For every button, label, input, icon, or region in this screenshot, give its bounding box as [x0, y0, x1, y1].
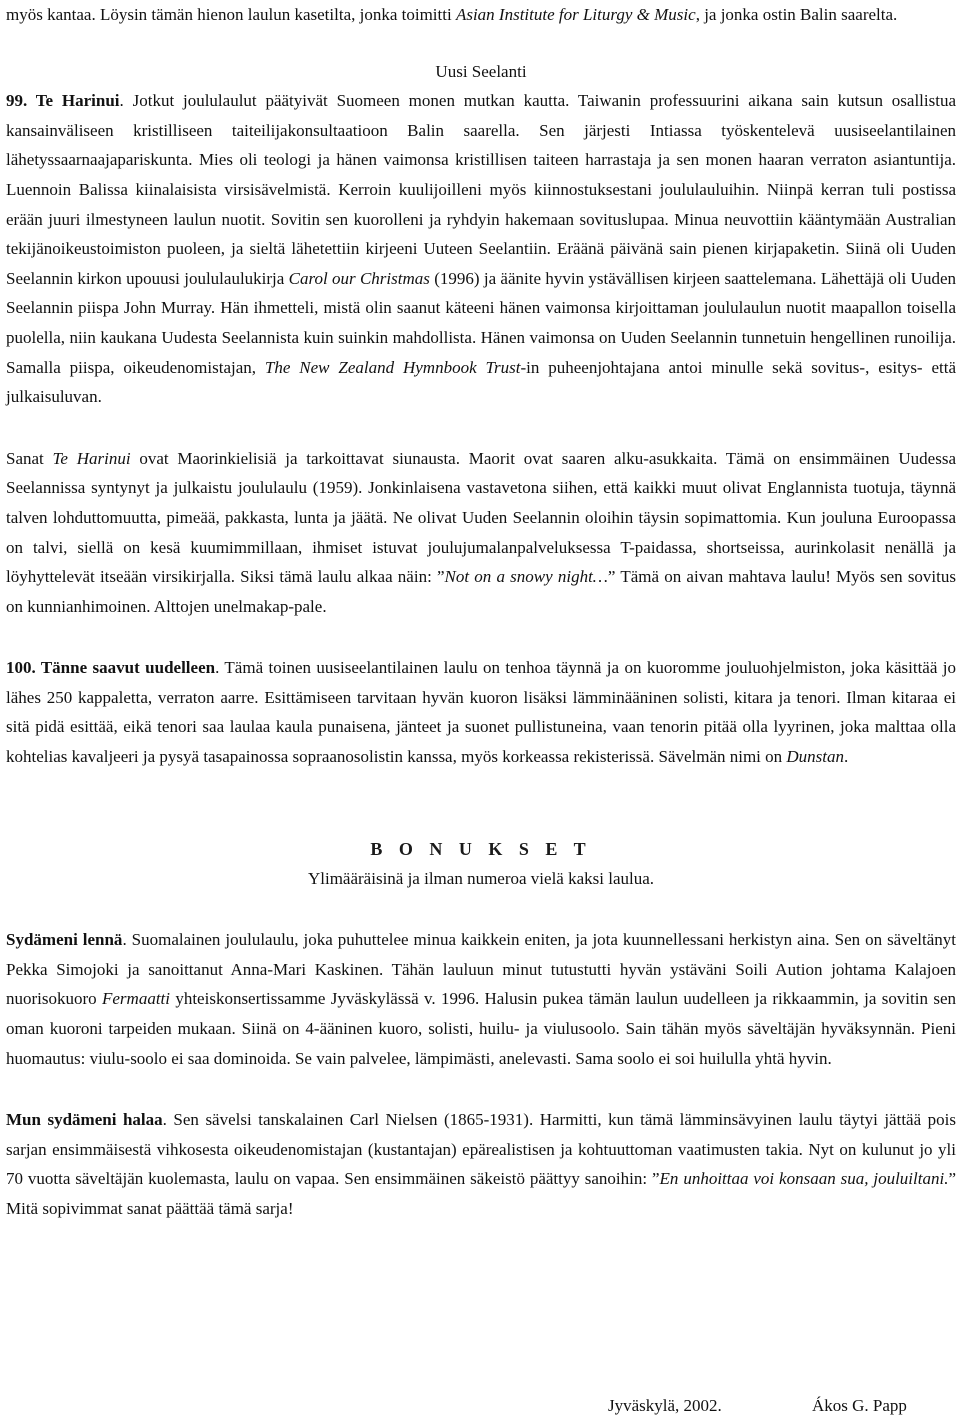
book-title: Carol our Christmas — [288, 268, 430, 288]
lyric-quote: Not on a snowy night… — [444, 567, 608, 587]
intro-text: myös kantaa. Löysin tämän hienon laulun kasetilta, jonka toimitti — [6, 5, 456, 24]
choir-name: Fermaatti — [102, 989, 170, 1009]
spacer — [6, 1073, 956, 1105]
song-title-mun-sydameni: Mun sydämeni halaa — [6, 1110, 163, 1130]
song-title-sydameni-lenna: Sydämeni lennä — [6, 930, 123, 950]
paragraph-text: . — [844, 747, 849, 767]
bonus-subtitle: Ylimääräisinä ja ilman numeroa vielä kaksi laulua. — [307, 868, 655, 888]
paragraph-text: ovat Maorinkielisiä ja tarkoittavat siunausta. Maorit ovat saaren alku-asukkaita. Tämä on ensimmäinen Uudessa Seelannissa syntynyt ja julkaistu joululaulu (1959). Jonkinlaisena vastavetona siihen, että kaikki muut olivat Englannista tuotuja, täynnä talven lohduttomuutta, pimeää, pakkasta, lunta ja jäätä. Ne olivat Uuden Seelannin oloihin täysin sopimattomia. Kun jouluna Euroopassa on talvi, siellä on kesä kuumimmillaan, ihmiset istuvat joulujumalanpalveluksessa T-paidassa, shortseissa, aurinkolasit nenällä ja löyhyttelevät itseään virsikirjalla. Siksi tämä laulu alkaa näin: ” — [6, 448, 956, 587]
paragraph-text: ” Tämä on aivan mahtava laulu! Myös sen sovitus on kunnianhimoinen. Alttojen unelmakap-pale. — [6, 567, 956, 616]
paragraph-sydameni-lenna — [6, 925, 956, 1073]
section-heading-nz: Uusi Seelanti — [435, 61, 527, 81]
paragraph-song-100 — [6, 653, 956, 771]
paragraph-text: . Jotkut joululaulut päätyivät Suomeen monen mutkan kautta. Taiwanin professuurini aikana sain kutsun osallistua kansainväliseen kristilliseen taiteilijakonsultaatioon Balin saarella. Sen järjesti Intiassa työskentelevä uusiseelantilainen lähetyssaarnaajapariskunta. Mies oli teologi ja hänen vaimonsa kristillisen taiteen harrastaja ja sen monen haaran verraton asiantuntija. Luennoin Balissa kiinalaisista virsisävelmistä. Kerroin kuulijoilleni myös kiinnostuksestani joululauluihin. Niinpä kerran tuli postissa erään juuri ilmestyneen laulun nuotit. Sovitin sen kuorolleni ja ryhdyin hakemaan sovituslupaa. Minua neuvottiin kääntymään Australian tekijänoikeustoimiston puoleen, ja sieltä lähetettiin kirjeeni Uuteen Seelantiin. Eräänä päivänä sain pienen kirjapaketin. Siinä oli Uuden Seelannin kirkon upouusi joululaulukirja — [6, 91, 956, 288]
song-title-te-harinui: 99. Te Harinui — [6, 91, 120, 111]
paragraph-sanat — [6, 444, 956, 622]
intro-paragraph — [6, 0, 956, 30]
paragraph-mun-sydameni — [6, 1105, 956, 1223]
song-title-100: 100. Tänne saavut uudelleen — [6, 658, 216, 678]
spacer — [6, 621, 956, 653]
song-name: Te Harinui — [52, 448, 131, 468]
tune-name: Dunstan — [786, 747, 845, 767]
trust-name: The New Zealand Hymnbook Trust — [264, 357, 521, 377]
paragraph-text: -in puheenjohtajana antoi minulle sekä sovitus-, esitys- että julkaisuluvan. — [6, 357, 957, 407]
bonus-heading: B O N U K S E T — [370, 838, 592, 859]
paragraph-text: ” Mitä sopivimmat sanat päättää tämä sarja! — [6, 1169, 956, 1218]
lyric-quote: En unhoittaa voi konsaan sua, jouluiltani. — [659, 1169, 949, 1189]
intro-organization: Asian Institute for Liturgy & Music — [455, 5, 696, 24]
paragraph-text: . Tämä toinen uusiseelantilainen laulu on tenhoa täynnä ja on kuoromme jouluohjelmiston, joka käsittää jo lähes 250 kappaletta, verraton aarre. Esittämiseen tarvitaan hyvän kuoron lisäksi lämminääninen solisti, kitara ja tenori. Ilman kitaraa ei sitä pidä esittää, eikä tenori saa laulaa kaula punaisena, jänteet ja suonet pullistuneina, vaan tenorin pitää olla lyyrinen, joka malttaa olla kohtelias kavaljeeri ja pysyä tasapainossa sopraanosolistin kanssa, myös korkeassa rekisterissä. Sävelmän nimi on — [6, 658, 957, 767]
spacer — [6, 893, 956, 925]
spacer — [6, 772, 956, 834]
paragraph-te-harinui — [6, 86, 956, 412]
paragraph-text: . Suomalainen joululaulu, joka puhuttelee minua kaikkein eniten, ja jota kuunnellessani herkistyn aina. Sen on säveltänyt Pekka Simojoki ja sanoittanut Anna-Mari Kaskinen. Tähän lauluun minut tutustutti hyvän ystäväni Soili Aution johtama Kalajoen nuorisokuoro — [6, 930, 956, 1009]
author-name: Ákos G. Papp — [812, 1396, 907, 1415]
intro-text-tail: , ja jonka ostin Balin saarelta. — [695, 5, 898, 24]
paragraph-text: yhteiskonsertissamme Jyväskylässä v. 1996. Halusin pukea tämän laulun uudelleen ja rikkaammin, ja sovitin sen oman kuoroni tarpeiden mukaan. Siinä on 4-ääninen kuoro, solisti, huilu- ja viulusoolo. Sain tähän myös säveltäjän hyväksynnän. Pieni huomautus: viulu-soolo ei saa dominoida. Se vain palvelee, lämpimästi, anelevasti. Sama soolo ei soi huilulla yhtä hyvin. — [6, 989, 956, 1068]
paragraph-text: . Sen sävelsi tanskalainen Carl Nielsen (1865-1931). Harmitti, kun tämä lämminsävyinen laulu täytyi jättää pois sarjan ensimmäisestä vihkosesta oikeudenomistajan (kustantajan) epärealistisen ja kohtuuttoman vaatimusten takia. Nyt on kulunut jo yli 70 vuotta säveltäjän kuolemasta, laulu on vapaa. Sen ensimmäinen säkeistö päättyy sanoihin: ” — [6, 1110, 956, 1189]
spacer — [6, 30, 956, 57]
document-page — [6, 0, 956, 1224]
spacer — [6, 412, 956, 444]
paragraph-text: Sanat — [6, 448, 53, 468]
paragraph-text: (1996) ja äänite hyvin ystävällisen kirjeen saattelemana. Lähettäjä oli Uuden Seelannin piispa John Murray. Hän ihmetteli, mistä olin saanut käteeni hänen vaimonsa kirjoittaman joululaulun nuotit maapallon toisella puolella, niin kaukana Uudesta Seelannista kuin suinkin mahdollista. Hänen vaimonsa on Uuden Seelannin tunnetuin hengellinen runoilija. Samalla piispa, oikeudenomistajan, — [6, 268, 956, 377]
place-date: Jyväskylä, 2002. — [608, 1396, 722, 1415]
